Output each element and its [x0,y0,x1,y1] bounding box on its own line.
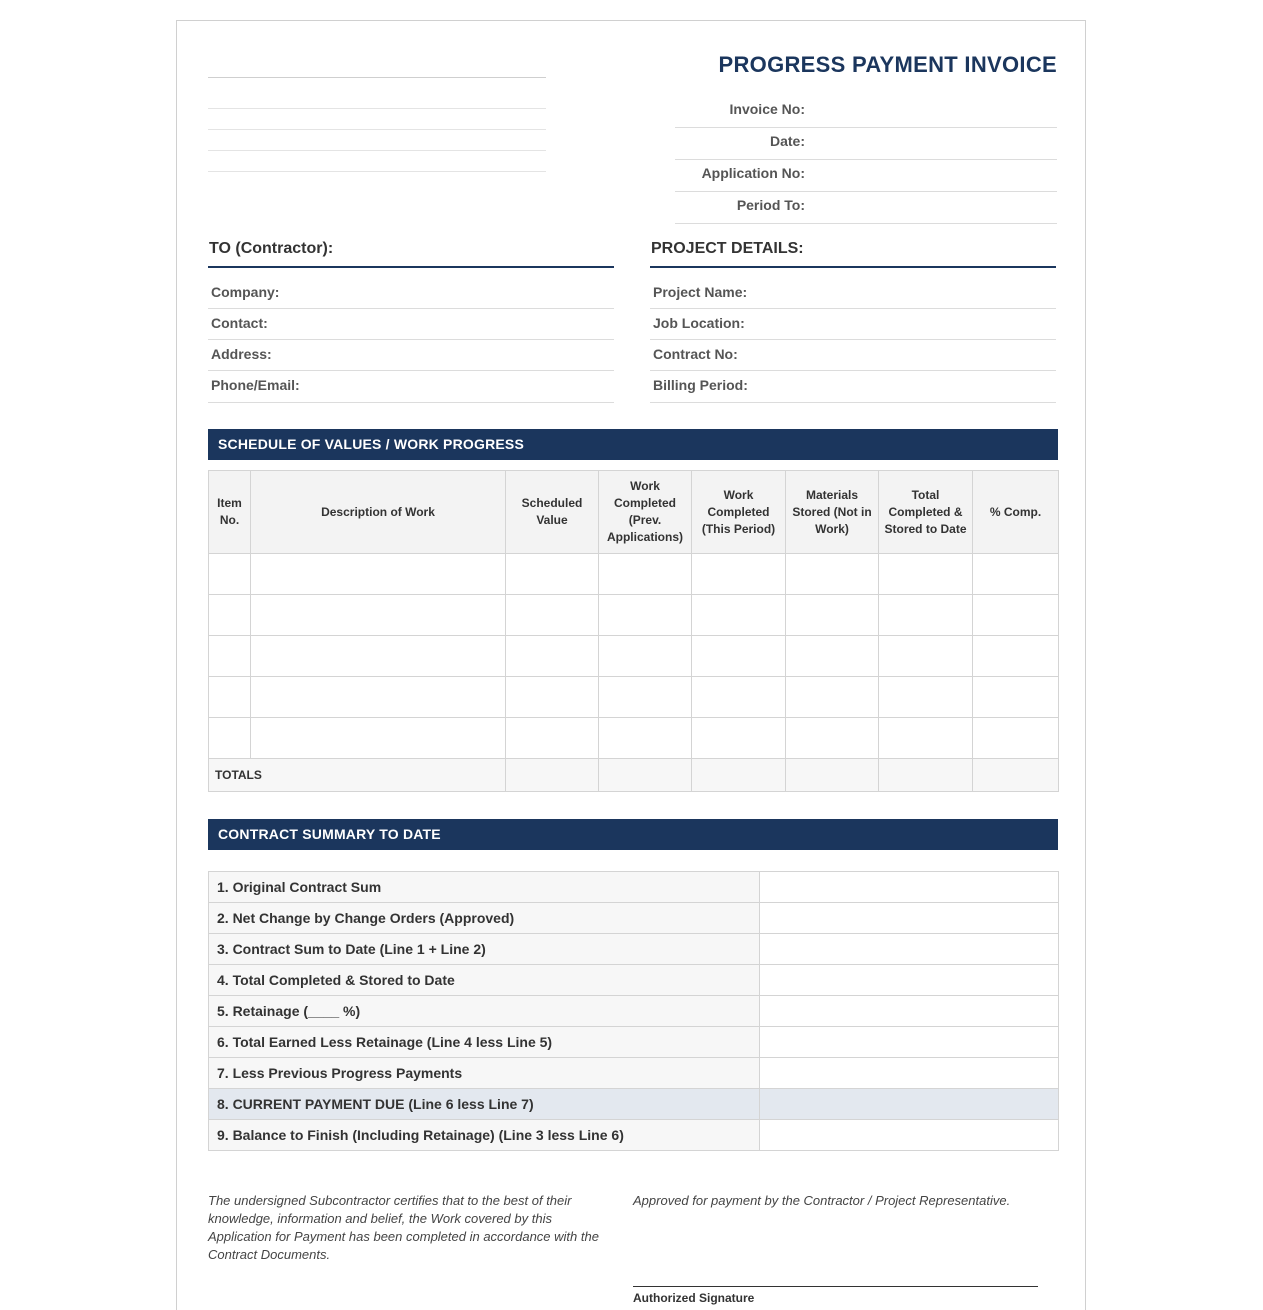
current-payment-due-row [209,1089,1059,1120]
column-header: % Comp. [973,471,1059,554]
table-cell[interactable] [879,677,973,718]
table-cell[interactable] [879,595,973,636]
summary-row [209,903,1059,934]
totals-cell[interactable] [786,759,879,792]
table-cell[interactable] [786,554,879,595]
job-location-field[interactable] [650,309,1056,340]
project-heading: PROJECT DETAILS: [650,240,1056,268]
table-header-row [209,471,1059,554]
field-label: Billing Period: [653,377,748,393]
summary-heading: CONTRACT SUMMARY TO DATE [208,819,1058,850]
summary-row [209,996,1059,1027]
table-cell[interactable] [209,718,251,759]
summary-value-cell[interactable] [760,1027,1059,1058]
table-cell[interactable] [251,636,506,677]
table-cell[interactable] [209,677,251,718]
table-cell[interactable] [251,554,506,595]
contact-field[interactable] [208,309,614,340]
table-cell[interactable] [786,718,879,759]
table-cell[interactable] [973,636,1059,677]
summary-label: 5. Retainage (____ %) [209,996,760,1027]
company-address-line[interactable] [208,171,546,172]
contract-no-field[interactable] [650,340,1056,371]
totals-cell[interactable] [692,759,786,792]
table-cell[interactable] [506,595,599,636]
summary-row [209,965,1059,996]
approval-text: Approved for payment by the Contractor / Project Representative. [633,1193,1011,1208]
summary-label: 8. CURRENT PAYMENT DUE (Line 6 less Line 7) [209,1089,760,1120]
company-name-line[interactable] [208,77,546,78]
table-cell[interactable] [599,718,692,759]
table-cell[interactable] [506,636,599,677]
address-field[interactable] [208,340,614,371]
meta-label: Invoice No: [729,101,805,117]
field-label: Contract No: [653,346,738,362]
table-cell[interactable] [973,718,1059,759]
field-label: Job Location: [653,315,745,331]
totals-cell[interactable] [973,759,1059,792]
billing-period-field[interactable] [650,371,1056,403]
field-label: Contact: [211,315,268,331]
table-cell[interactable] [879,636,973,677]
totals-cell[interactable] [599,759,692,792]
table-cell[interactable] [506,554,599,595]
invoice-page [176,20,1086,1310]
summary-value-cell[interactable] [760,872,1059,903]
table-cell[interactable] [973,595,1059,636]
invoice-title: PROGRESS PAYMENT INVOICE [718,52,1057,77]
table-cell[interactable] [599,554,692,595]
meta-label: Date: [769,133,805,149]
table-cell[interactable] [599,595,692,636]
column-header: Total Completed & Stored to Date [879,471,973,554]
table-cell[interactable] [973,677,1059,718]
table-row [209,595,1059,636]
table-cell[interactable] [692,636,786,677]
invoice-meta [675,97,1057,225]
company-field[interactable] [208,268,614,309]
totals-cell[interactable] [506,759,599,792]
summary-value-cell[interactable] [760,1089,1059,1120]
invoice-no-field[interactable] [675,97,1057,128]
column-header: Item No. [209,471,251,554]
column-header: Description of Work [251,471,506,554]
table-cell[interactable] [209,595,251,636]
schedule-of-values-table [208,470,1059,792]
signature-label: Authorized Signature [633,1291,755,1305]
table-cell[interactable] [251,595,506,636]
summary-row [209,1120,1059,1151]
table-row [209,554,1059,595]
field-label: Company: [211,284,280,300]
table-cell[interactable] [786,595,879,636]
table-cell[interactable] [786,677,879,718]
summary-value-cell[interactable] [760,903,1059,934]
column-header: Work Completed (This Period) [692,471,786,554]
phone-email-field[interactable] [208,371,614,403]
company-address-line[interactable] [208,150,546,151]
totals-label: TOTALS [209,759,506,792]
column-header: Materials Stored (Not in Work) [786,471,879,554]
table-cell[interactable] [973,554,1059,595]
table-cell[interactable] [209,554,251,595]
summary-row [209,934,1059,965]
table-row [209,677,1059,718]
date-field[interactable] [675,129,1057,160]
table-cell[interactable] [251,718,506,759]
summary-row [209,1027,1059,1058]
field-label: Address: [211,346,272,362]
summary-label: 2. Net Change by Change Orders (Approved) [209,903,760,934]
contractor-section [208,240,614,403]
summary-value-cell[interactable] [760,996,1059,1027]
field-label: Project Name: [653,284,748,300]
totals-cell[interactable] [879,759,973,792]
table-cell[interactable] [786,636,879,677]
project-name-field[interactable] [650,268,1056,309]
schedule-heading: SCHEDULE OF VALUES / WORK PROGRESS [208,429,1058,460]
table-cell[interactable] [251,677,506,718]
table-cell[interactable] [692,677,786,718]
signature-line[interactable] [633,1286,1038,1287]
summary-label: 4. Total Completed & Stored to Date [209,965,760,996]
summary-label: 9. Balance to Finish (Including Retainage) (Line 3 less Line 6) [209,1120,760,1151]
meta-label: Application No: [701,165,805,181]
certification-text: The undersigned Subcontractor certifies that to the best of their knowledge, information and belief, the Work covered by this Application for Payment has been completed in accordance with the Contract Documents. [208,1193,599,1262]
column-header: Work Completed (Prev. Applications) [599,471,692,554]
contractor-heading: TO (Contractor): [208,240,614,268]
company-address-line[interactable] [208,129,546,130]
table-cell[interactable] [692,595,786,636]
table-cell[interactable] [599,677,692,718]
summary-label: 1. Original Contract Sum [209,872,760,903]
summary-label: 6. Total Earned Less Retainage (Line 4 less Line 5) [209,1027,760,1058]
summary-label: 3. Contract Sum to Date (Line 1 + Line 2) [209,934,760,965]
table-cell[interactable] [692,718,786,759]
summary-value-cell[interactable] [760,1120,1059,1151]
summary-row [209,872,1059,903]
table-cell[interactable] [506,718,599,759]
field-label: Phone/Email: [211,377,300,393]
application-no-field[interactable] [675,161,1057,192]
meta-label: Period To: [736,197,805,213]
contract-summary-table [208,871,1059,1151]
table-cell[interactable] [879,718,973,759]
project-section [650,240,1056,403]
table-cell[interactable] [599,636,692,677]
summary-value-cell[interactable] [760,934,1059,965]
summary-label: 7. Less Previous Progress Payments [209,1058,760,1089]
table-cell[interactable] [692,554,786,595]
table-cell[interactable] [506,677,599,718]
summary-value-cell[interactable] [760,965,1059,996]
table-row [209,636,1059,677]
period-to-field[interactable] [675,193,1057,224]
table-cell[interactable] [879,554,973,595]
table-cell[interactable] [209,636,251,677]
column-header: Scheduled Value [506,471,599,554]
company-address-line[interactable] [208,108,546,109]
summary-row [209,1058,1059,1089]
summary-value-cell[interactable] [760,1058,1059,1089]
totals-row [209,759,1059,792]
table-row [209,718,1059,759]
